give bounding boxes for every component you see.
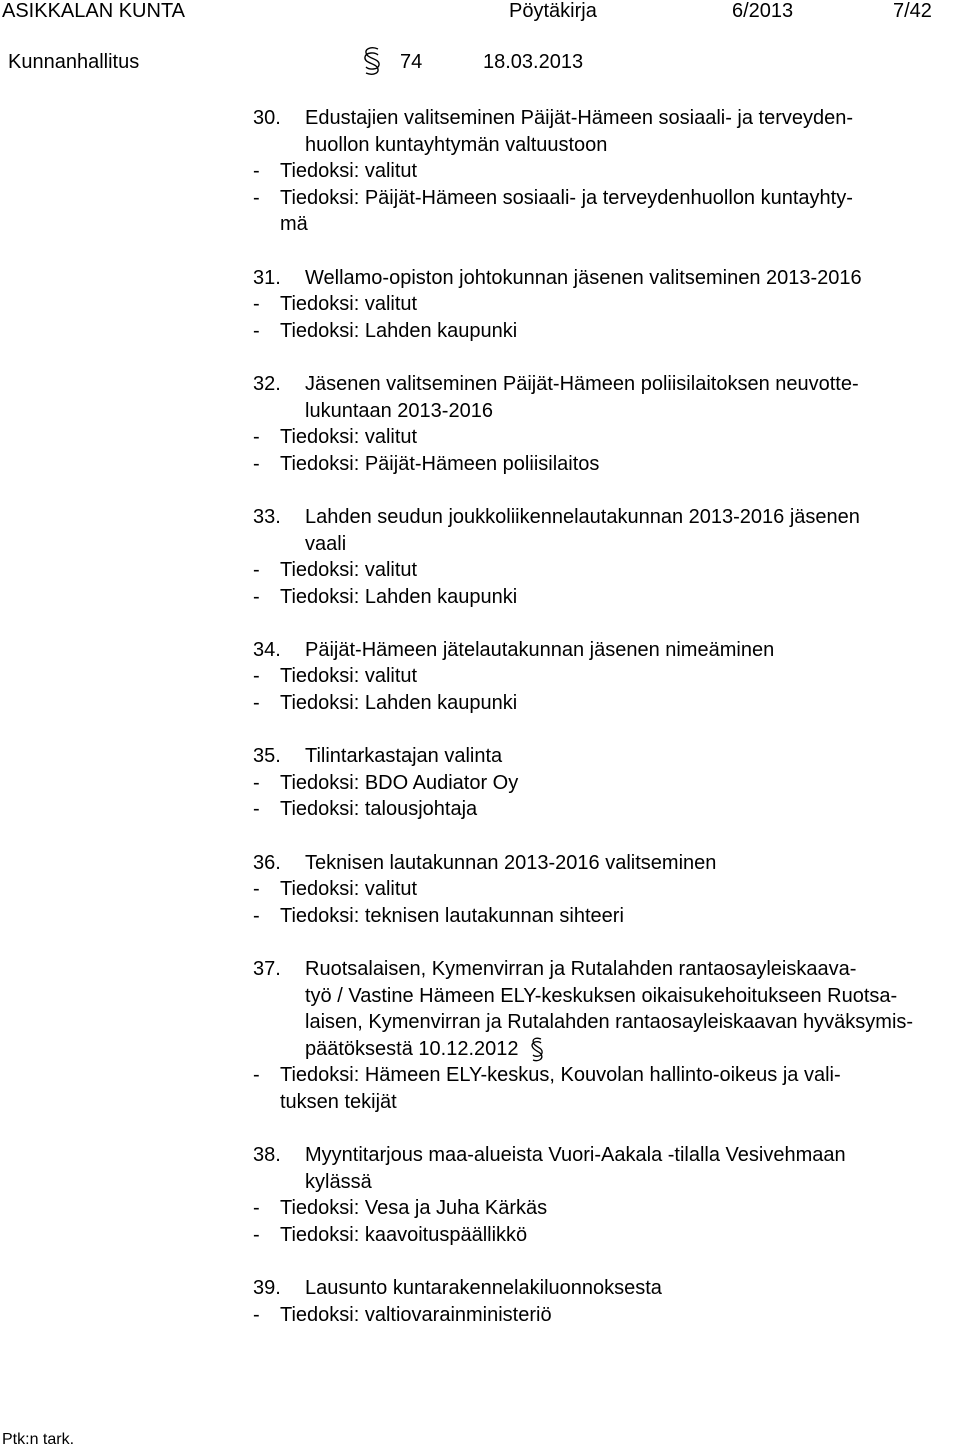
agenda-item-number: 35.: [253, 745, 281, 768]
recipient: - Tiedoksi: teknisen lautakunnan sihteeri: [253, 903, 953, 930]
recipient: - Tiedoksi: valitut: [253, 158, 953, 185]
agenda-item: [253, 504, 953, 610]
document-header: [0, 0, 960, 24]
agenda-item-number: 33.: [253, 505, 281, 528]
agenda-item: [253, 956, 953, 1116]
agenda-item-title-line: Lahden seudun joukkoliikennelautakunnan 2013-2016 jäsenen: [305, 505, 860, 528]
agenda-item: [253, 850, 953, 930]
document-number: 6/2013: [732, 0, 794, 22]
recipient-list: [253, 158, 953, 238]
agenda-item-title-line: vaali: [305, 532, 347, 555]
agenda-item: [253, 1142, 953, 1248]
agenda-item-title: [253, 371, 953, 424]
agenda-item-title-line: huollon kuntayhtymän valtuustoon: [305, 133, 608, 156]
document-type: Pöytäkirja: [509, 0, 597, 22]
recipient: - Tiedoksi: Vesa ja Juha Kärkäs: [253, 1195, 953, 1222]
governing-body: Kunnanhallitus: [8, 51, 140, 73]
agenda-item-title-line: Ruotsalaisen, Kymenvirran ja Rutalahden rantaosayleiskaava-: [305, 958, 857, 980]
recipient: - Tiedoksi: valitut: [253, 424, 953, 451]
recipient: - Tiedoksi: valitut: [253, 557, 953, 584]
agenda-item-title-line: työ / Vastine Hämeen ELY-keskuksen oikaisukehoitukseen Ruotsa-: [305, 984, 898, 1007]
recipient: - Tiedoksi: Päijät-Hämeen poliisilaitos: [253, 451, 953, 478]
recipient-text-line: Tiedoksi: valtiovarainministeriö: [280, 1303, 552, 1326]
agenda-item: [253, 1275, 953, 1328]
agenda-item: [253, 743, 953, 823]
agenda-item: [253, 637, 953, 717]
recipient-list: [253, 1062, 953, 1115]
recipient: - Tiedoksi: valitut: [253, 663, 953, 690]
recipient: - Tiedoksi: Hämeen ELY-keskus, Kouvolan hallinto-oikeus ja vali- tuksen tekijät: [253, 1062, 953, 1115]
recipient-text-line: Tiedoksi: valitut: [280, 160, 418, 183]
recipient-text-line: Tiedoksi: valitut: [280, 878, 418, 901]
agenda-item-title-line: Lausunto kuntarakennelakiluonnoksesta: [305, 1277, 662, 1300]
recipient-text-line: tuksen tekijät: [280, 1090, 397, 1113]
recipient-text-line: Tiedoksi: BDO Audiator Oy: [280, 771, 519, 794]
agenda-item-title: [253, 850, 953, 877]
agenda-item-title: [253, 637, 953, 664]
section-number: 74: [400, 51, 423, 73]
agenda-item-title-line: laisen, Kymenvirran ja Rutalahden rantaosayleiskaavan hyväksymis-: [305, 1011, 914, 1034]
recipient-list: [253, 291, 953, 344]
agenda-item-number: 37.: [253, 958, 281, 980]
agenda-item-number: 32.: [253, 372, 281, 395]
recipient: - Tiedoksi: valitut: [253, 291, 953, 318]
recipient-text-line: Tiedoksi: kaavoituspäällikkö: [280, 1223, 528, 1246]
recipient-text-line: Tiedoksi: valitut: [280, 293, 418, 316]
recipient: - Tiedoksi: Lahden kaupunki: [253, 690, 953, 717]
agenda-item-title: [253, 265, 953, 292]
agenda-items: [253, 105, 953, 1355]
recipient-text-line: Tiedoksi: talousjohtaja: [280, 798, 478, 821]
recipient: - Tiedoksi: Lahden kaupunki: [253, 584, 953, 611]
page-number: 7/42: [893, 0, 932, 22]
footer-initials-label: Ptk:n tark.: [2, 1431, 75, 1448]
recipient-text-line: Tiedoksi: valitut: [280, 426, 418, 449]
recipient-text-line: mä: [280, 213, 308, 236]
agenda-item-number: 30.: [253, 107, 281, 129]
agenda-item-title: [253, 956, 953, 1062]
recipient: - Tiedoksi: valtiovarainministeriö: [253, 1302, 953, 1329]
agenda-item-number: 31.: [253, 266, 281, 289]
recipient: - Tiedoksi: kaavoituspäällikkö: [253, 1222, 953, 1249]
recipient-text-line: Tiedoksi: valitut: [280, 665, 418, 688]
agenda-item-title-line: kylässä: [305, 1170, 372, 1193]
recipient-text-line: Tiedoksi: Lahden kaupunki: [280, 692, 518, 715]
agenda-item-title-line: Jäsenen valitseminen Päijät-Hämeen poliisilaitoksen neuvotte-: [305, 372, 859, 395]
recipient-list: [253, 424, 953, 477]
agenda-item-title: [253, 1142, 953, 1195]
agenda-item-title-line: päätöksestä 10.12.2012: [305, 1037, 519, 1060]
agenda-item-title-line: Wellamo-opiston johtokunnan jäsenen valitseminen 2013-2016: [305, 266, 862, 289]
agenda-item-title-line: lukuntaan 2013-2016: [305, 399, 493, 422]
agenda-item-title-line: Tilintarkastajan valinta: [305, 745, 503, 768]
agenda-item: [253, 265, 953, 345]
recipient-list: [253, 876, 953, 929]
meeting-info: [0, 49, 960, 75]
recipient-text-line: Tiedoksi: Vesa ja Juha Kärkäs: [280, 1197, 548, 1220]
recipient-list: [253, 1195, 953, 1248]
recipient-text-line: Tiedoksi: valitut: [280, 559, 418, 582]
meeting-date: 18.03.2013: [483, 51, 584, 73]
recipient: - Tiedoksi: talousjohtaja: [253, 796, 953, 823]
recipient: - Tiedoksi: Lahden kaupunki: [253, 318, 953, 345]
agenda-item-title-line: Päijät-Hämeen jätelautakunnan jäsenen nimeäminen: [305, 638, 775, 661]
recipient-text-line: Tiedoksi: Päijät-Hämeen sosiaali- ja terveydenhuollon kuntayhty-: [280, 186, 853, 209]
recipient-list: [253, 557, 953, 610]
municipality-name: ASIKKALAN KUNTA: [2, 0, 186, 22]
agenda-item: [253, 371, 953, 477]
section-sign-icon: [358, 46, 386, 76]
recipient: - Tiedoksi: Päijät-Hämeen sosiaali- ja terveydenhuollon kuntayhty- mä: [253, 185, 953, 238]
recipient-list: [253, 663, 953, 716]
recipient-text-line: Tiedoksi: Päijät-Hämeen poliisilaitos: [280, 452, 600, 475]
recipient: - Tiedoksi: BDO Audiator Oy: [253, 770, 953, 797]
agenda-item-title: [253, 1275, 953, 1302]
agenda-item: [253, 105, 953, 238]
recipient-text-line: Tiedoksi: Lahden kaupunki: [280, 319, 518, 342]
agenda-item-number: 36.: [253, 851, 281, 874]
recipient-text-line: Tiedoksi: Hämeen ELY-keskus, Kouvolan hallinto-oikeus ja vali-: [280, 1064, 841, 1087]
recipient-list: [253, 1302, 953, 1329]
agenda-item-title: [253, 743, 953, 770]
agenda-item-title-line: Edustajien valitseminen Päijät-Hämeen sosiaali- ja terveyden-: [305, 107, 854, 129]
recipient-list: [253, 770, 953, 823]
recipient-text-line: Tiedoksi: teknisen lautakunnan sihteeri: [280, 904, 624, 927]
agenda-item-title: [253, 504, 953, 557]
recipient-text-line: Tiedoksi: Lahden kaupunki: [280, 585, 518, 608]
agenda-item-title-line: Myyntitarjous maa-alueista Vuori-Aakala -tilalla Vesivehmaan: [305, 1144, 846, 1167]
agenda-item-number: 34.: [253, 638, 281, 661]
agenda-item-number: 39.: [253, 1277, 281, 1300]
section-sign-icon: [527, 1036, 547, 1062]
agenda-item-title: [253, 105, 953, 158]
agenda-item-title-line: Teknisen lautakunnan 2013-2016 valitseminen: [305, 851, 717, 874]
recipient: - Tiedoksi: valitut: [253, 876, 953, 903]
agenda-item-number: 38.: [253, 1144, 281, 1167]
